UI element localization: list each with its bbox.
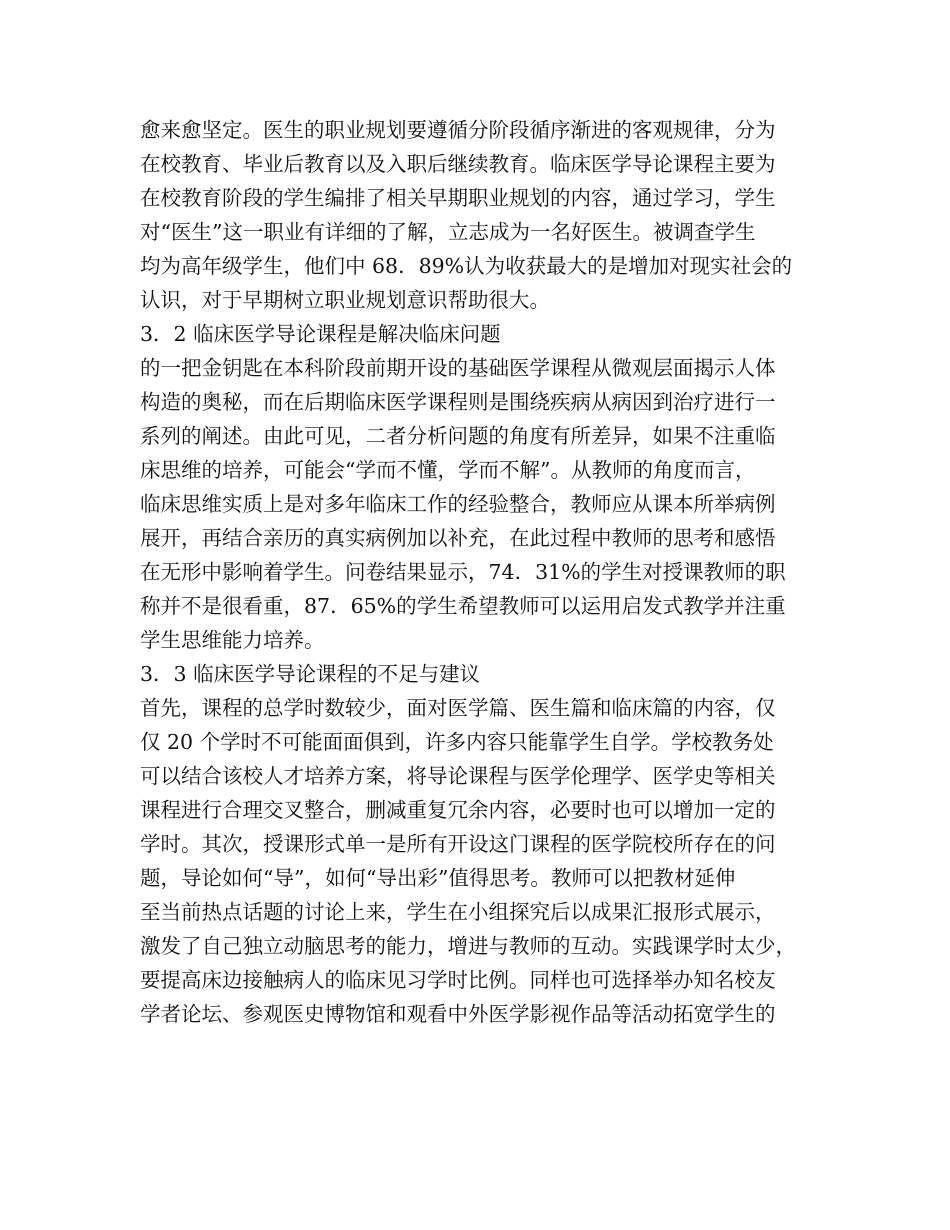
text-line: 均为高年级学生，他们中 68．89%认为收获最大的是增加对现实社会的 <box>140 254 793 278</box>
text-line: 对“医生”这一职业有详细的了解，立志成为一名好医生。被调查学生 <box>140 220 756 244</box>
text-line: 学生思维能力培养。 <box>140 628 325 652</box>
text-line: 展开，再结合亲历的真实病例加以补充，在此过程中教师的思考和感悟 <box>140 526 776 550</box>
text-line: 仅 20 个学时不可能面面俱到，许多内容只能靠学生自学。学校教务处 <box>140 730 774 754</box>
text-line: 在无形中影响着学生。问卷结果显示，74．31%的学生对授课教师的职 <box>140 560 786 584</box>
text-line: 构造的奥秘，而在后期临床医学课程则是围绕疾病从病因到治疗进行一 <box>140 390 776 414</box>
body-text <box>140 113 820 1031</box>
text-line: 认识，对于早期树立职业规划意识帮助很大。 <box>140 288 550 312</box>
text-line: 在校教育、毕业后教育以及入职后继续教育。临床医学导论课程主要为 <box>140 152 776 176</box>
text-line: 可以结合该校人才培养方案，将导论课程与医学伦理学、医学史等相关 <box>140 764 776 788</box>
text-line: 称并不是很看重，87．65%的学生希望教师可以运用启发式教学并注重 <box>140 594 786 618</box>
text-line: 临床思维实质上是对多年临床工作的经验整合，教师应从课本所举病例 <box>140 492 776 516</box>
text-line: 床思维的培养，可能会“学而不懂，学而不解”。从教师的角度而言， <box>140 458 756 482</box>
text-line: 的一把金钥匙在本科阶段前期开设的基础医学课程从微观层面揭示人体 <box>140 356 776 380</box>
text-line: 激发了自己独立动脑思考的能力，增进与教师的互动。实践课学时太少， <box>140 934 796 958</box>
text-line: 学时。其次，授课形式单一是所有开设这门课程的医学院校所存在的问 <box>140 832 776 856</box>
section-heading-3-2: 3．2 临床医学导论课程是解决临床问题 <box>140 322 501 346</box>
text-line: 首先，课程的总学时数较少，面对医学篇、医生篇和临床篇的内容，仅 <box>140 696 776 720</box>
section-heading-3-3: 3．3 临床医学导论课程的不足与建议 <box>140 662 481 686</box>
text-line: 系列的阐述。由此可见，二者分析问题的角度有所差异，如果不注重临 <box>140 424 776 448</box>
text-line: 至当前热点话题的讨论上来，学生在小组探究后以成果汇报形式展示， <box>140 900 776 924</box>
text-line: 要提高床边接触病人的临床见习学时比例。同样也可选择举办知名校友 <box>140 968 776 992</box>
text-line: 题，导论如何“导”，如何“导出彩”值得思考。教师可以把教材延伸 <box>140 866 736 890</box>
text-line: 学者论坛、参观医史博物馆和观看中外医学影视作品等活动拓宽学生的 <box>140 1002 776 1026</box>
text-line: 在校教育阶段的学生编排了相关早期职业规划的内容，通过学习，学生 <box>140 186 776 210</box>
text-line: 愈来愈坚定。医生的职业规划要遵循分阶段循序渐进的客观规律，分为 <box>140 118 776 142</box>
text-line: 课程进行合理交叉整合，删减重复冗余内容，必要时也可以增加一定的 <box>140 798 776 822</box>
